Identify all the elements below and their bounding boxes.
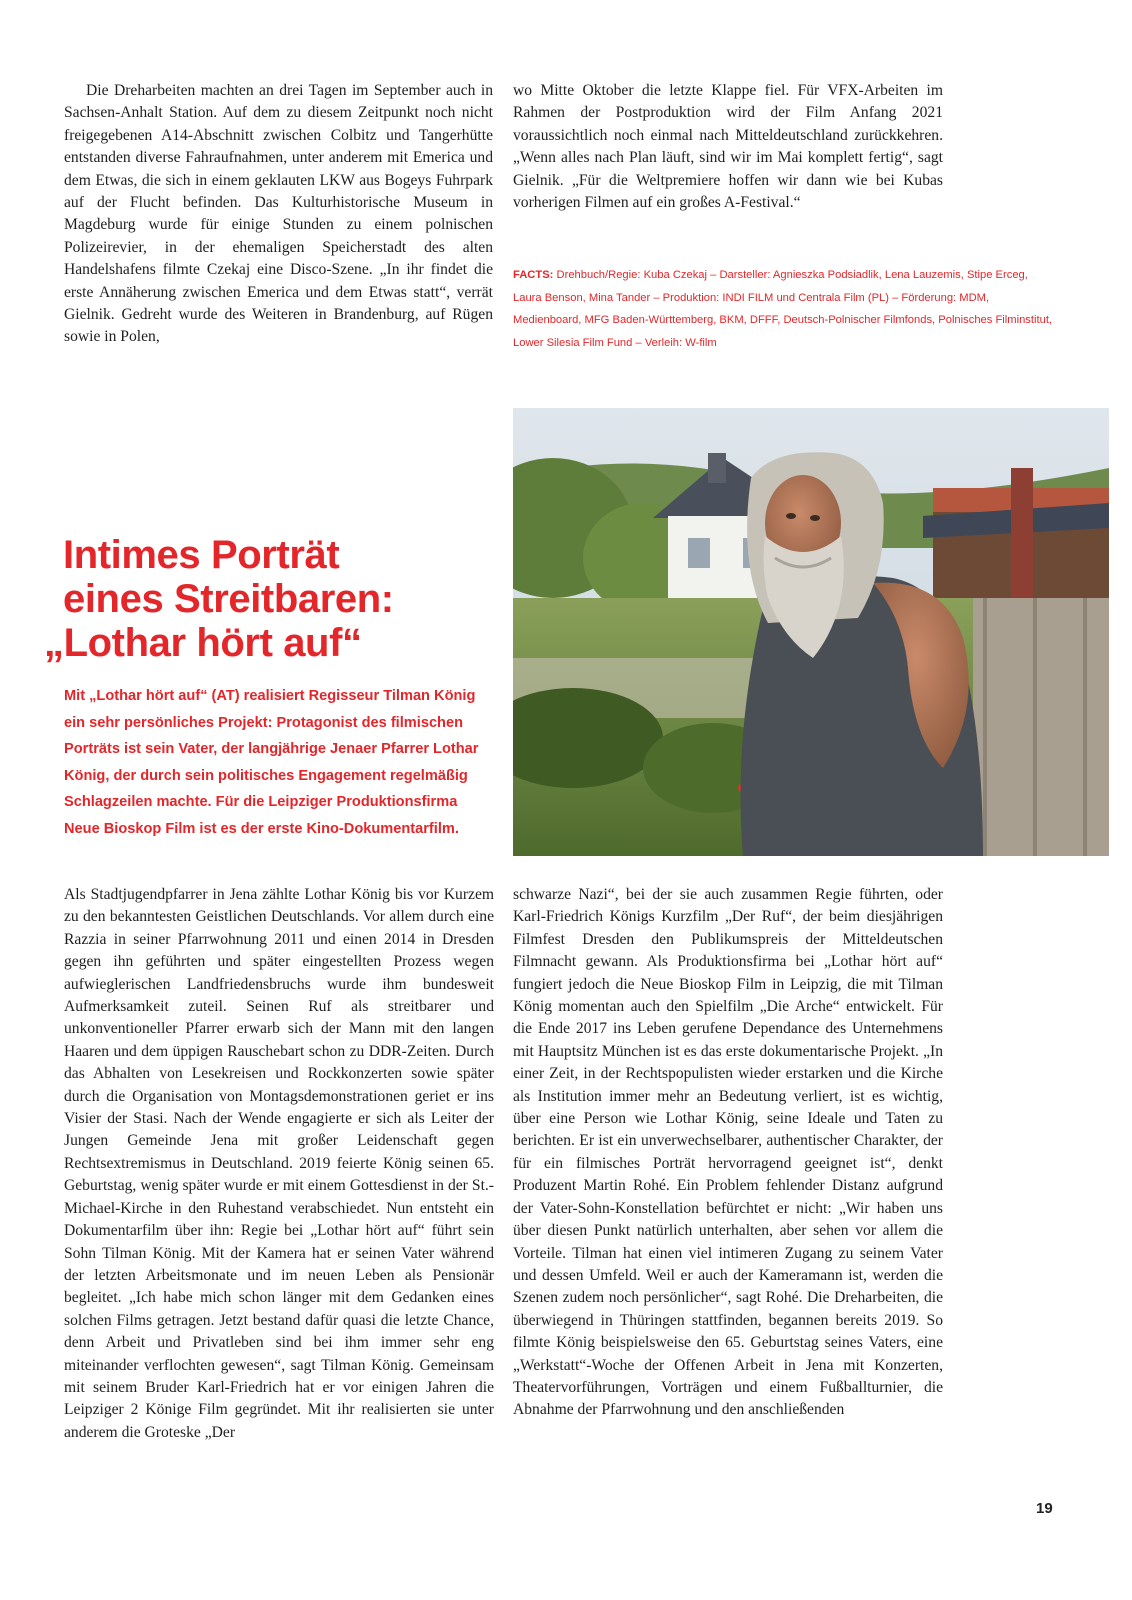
portrait-photo	[513, 408, 1109, 856]
headline-line-2: eines Streitbaren:	[63, 577, 394, 621]
facts-label: FACTS:	[513, 269, 554, 281]
photo-illustration	[513, 408, 1109, 856]
headline-line-1: Intimes Porträt	[63, 533, 340, 577]
body-left-paragraph: Als Stadtjugendpfarrer in Jena zählte Lothar König bis vor Kurzem zu den bekanntesten Geistlichen Deutschlands. Vor allem durch eine Razzia in seiner Pfarrwohnung 2011 und einen 2014 in Dresden gegen ihn geführten und später eingestellten Prozess wegen aufwieglerischen Landfriedensbruchs wurde ihm bundesweit Aufmerksamkeit zuteil. Seinen Ruf als streitbarer und unkonventioneller Pfarrer erwarb sich der Mann mit den langen Haaren und dem üppigen Rauschebart schon zu DDR-Zeiten. Durch das Abhalten von Lesekreisen und Rockkonzerten sowie später durch die Organisation von Montagsdemonstrationen geriet er ins Visier der Stasi. Nach der Wende engagierte er sich als Leiter der Jungen Gemeinde Jena mit großer Leidenschaft gegen Rechtsextremismus in Deutschland. 2019 feierte König seinen 65. Geburtstag, wenig später wurde er mit einem Gottesdienst in der St.-Michael-Kirche in den Ruhestand verabschiedet. Nun entsteht ein Dokumentarfilm über ihn: Regie bei „Lothar hört auf“ führt sein Sohn Tilman König. Mit der Kamera hat er seinen Vater während der letzten Arbeitsmonate und im neuen Leben als Pensionär begleitet. „Ich habe mich schon länger mit dem Gedanken eines solchen Films getragen. Jetzt bestand dafür quasi die letzte Chance, denn Arbeit und Privatleben sind bei ihm immer sehr eng miteinander verflochten gewesen“, sagt Tilman König. Gemeinsam mit seinem Bruder Karl-Friedrich hat er vor einigen Jahren die Leipziger 2 Könige Film gegründet. Mit ihr realisierten sie unter anderem die Groteske „Der	[64, 886, 494, 1441]
body-right-paragraph: schwarze Nazi“, bei der sie auch zusammen Regie führten, oder Karl-Friedrich Königs Kurzfilm „Der Ruf“, der beim diesjährigen Filmfest Dresden den Publikumspreis der Mitteldeutschen Filmnacht gewann. Als Produktionsfirma bei „Lothar hört auf“ fungiert jedoch die Neue Bioskop Film in Leipzig, die mit Tilman König momentan auch den Spielfilm „Die Arche“ entwickelt. Für die Ende 2017 ins Leben gerufene Dependance des Unternehmens mit Hauptsitz München ist es das erste dokumentarische Projekt. „In einer Zeit, in der Rechtspopulisten wieder erstarken und die Kirche als Institution immer mehr an Bedeutung verliert, ist es wichtig, über eine Person wie Lothar König, seine Ideale und Taten zu berichten. Er ist ein unverwechselbarer, authentischer Charakter, der für ein filmisches Porträt hervorragend geeignet ist“, denkt Produzent Martin Rohé. Ein Problem fehlender Distanz aufgrund der Vater-Sohn-Konstellation befürchtet er nicht: „Wir haben uns über diesen Punkt natürlich unterhalten, aber sehen vor allem die Vorteile. Tilman hat einen viel intimeren Zugang zu seinem Vater und dessen Umfeld. Weil er auch der Kameramann ist, werden die Szenen zudem noch persönlicher“, sagt Rohé. Die Dreharbeiten, die überwiegend in Thüringen stattfinden, begannen bereits 2019. So filmte König beispielsweise den 65. Geburtstag seines Vaters, eine „Werkstatt“-Woche der Offenen Arbeit in Jena mit Konzerten, Theatervorführungen, Vorträgen und einem Fußballturnier, die Abnahme der Pfarrwohnung und den anschließenden	[513, 886, 943, 1419]
facts-box	[513, 264, 1058, 354]
headline-line-3: „Lothar hört auf“	[44, 621, 362, 665]
top-left-paragraph: Die Dreharbeiten machten an drei Tagen im September auch in Sachsen-Anhalt Station. Auf dem zu diesem Zeitpunkt noch nicht freigegebenen A14-Abschnitt zwischen Colbitz und Tangerhütte entstanden diverse Fahraufnahmen, unter anderem mit Emerica und dem Etwas, die sich in einem geklauten LKW aus Bogeys Fuhrpark auf der Flucht befinden. Das Kulturhistorische Museum in Magdeburg wurde für einige Stunden zu einem polnischen Polizeirevier, in der ehemaligen Speicherstadt des alten Handelshafens filmte Czekaj eine Disco-Szene. „In ihr findet die erste Annäherung zwischen Emerica und dem Etwas statt“, verrät Gielnik. Gedreht wurde des Weiteren in Brandenburg, auf Rügen sowie in Polen,	[64, 82, 493, 346]
top-right-paragraph: wo Mitte Oktober die letzte Klappe fiel. Für VFX-Arbeiten im Rahmen der Postproduktion wird der Film Anfang 2021 voraussichtlich noch einmal nach Mitteldeutschland zurückkehren. „Wenn alles nach Plan läuft, sind wir im Mai komplett fertig“, sagt Gielnik. „Für die Weltpremiere hoffen wir dann wie bei Kubas vorherigen Filmen auf ein großes A-Festival.“	[513, 82, 943, 212]
top-right-column	[513, 80, 943, 214]
body-right-column	[513, 884, 943, 1422]
article-lead: Mit „Lothar hört auf“ (AT) realisiert Regisseur Tilman König ein sehr persönliches Projekt: Protagonist des filmischen Porträts ist sein Vater, der langjährige Jenaer Pfarrer Lothar König, der durch sein politisches Engagement regelmäßig Schlagzeilen machte. Für die Leipziger Produktionsfirma Neue Bioskop Film ist es der erste Kino-Dokumentarfilm.	[64, 688, 479, 837]
facts-text: Drehbuch/Regie: Kuba Czekaj – Darsteller: Agnieszka Podsiadlik, Lena Lauzemis, Stipe Erceg, Laura Benson, Mina Tander – Produktion: INDI FILM und Centrala Film (PL) – Förderung: MDM, Medienboard, MFG Baden-Württemberg, BKM, DFFF, Deutsch-Polnischer Filmfonds, Polnisches Filminstitut, Lower Silesia Film Fund – Verleih: W-film	[513, 269, 1053, 349]
top-left-column	[64, 80, 493, 349]
article-headline	[44, 533, 494, 665]
body-left-column	[64, 884, 494, 1444]
page-number: 19	[1036, 1500, 1053, 1517]
